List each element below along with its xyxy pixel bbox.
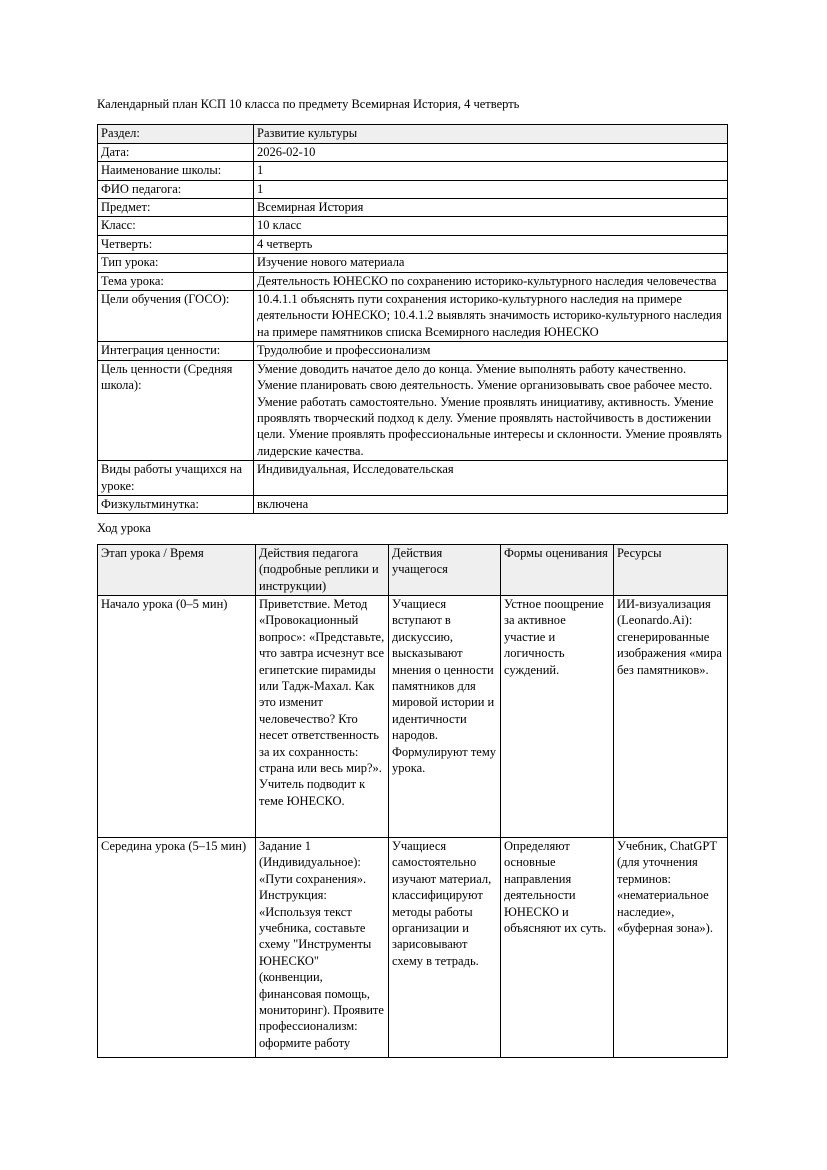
info-row-subject xyxy=(98,199,728,217)
column-header-resources: Ресурсы xyxy=(614,544,728,595)
lesson-row-start xyxy=(98,595,728,837)
info-row-values-integration xyxy=(98,342,728,360)
column-header-stage: Этап урока / Время xyxy=(98,544,256,595)
student-actions-cell: Учащиеся вступают в дискуссию, высказывают мнения о ценности памятников для мировой истории и идентичности народов. Формулируют тему урока. xyxy=(389,595,501,837)
info-label: Раздел: xyxy=(98,125,254,143)
info-label: Физкультминутка: xyxy=(98,495,254,513)
resources-cell: ИИ-визуализация (Leonardo.Ai): сгенерированные изображения «мира без памятников». xyxy=(614,595,728,837)
document-title: Календарный план КСП 10 класса по предмету Всемирная История, 4 четверть xyxy=(97,97,520,111)
stage-cell: Начало урока (0–5 мин) xyxy=(98,595,256,837)
info-row-lesson-type xyxy=(98,254,728,272)
info-label: Виды работы учащихся на уроке: xyxy=(98,461,254,496)
assessment-cell: Устное поощрение за активное участие и логичность суждений. xyxy=(501,595,614,837)
info-value: Деятельность ЮНЕСКО по сохранению историко-культурного наследия человечества xyxy=(254,272,728,290)
info-label: Цели обучения (ГОСО): xyxy=(98,291,254,342)
lesson-course-heading: Ход урока xyxy=(97,521,151,536)
column-header-student-actions: Действия учащегося xyxy=(389,544,501,595)
info-row-phys-minute xyxy=(98,495,728,513)
resources-cell: Учебник, ChatGPT (для уточнения терминов: «нематериальное наследие», «буферная зона»). xyxy=(614,837,728,1057)
info-value: 4 четверть xyxy=(254,235,728,253)
info-value: включена xyxy=(254,495,728,513)
info-label: Тип урока: xyxy=(98,254,254,272)
student-actions-cell: Учащиеся самостоятельно изучают материал, классифицируют методы работы организации и зарисовывают схему в тетрадь. xyxy=(389,837,501,1057)
info-value: 1 xyxy=(254,162,728,180)
info-value: Всемирная История xyxy=(254,199,728,217)
lesson-row-middle xyxy=(98,837,728,1057)
teacher-actions-cell: Приветствие. Метод «Провокационный вопрос»: «Представьте, что завтра исчезнут все египетские пирамиды или Тадж-Махал. Как это изменит человечество? Кто несет ответственность за их сохранность: страна или весь мир?». Учитель подводит к теме ЮНЕСКО. xyxy=(256,595,389,837)
document-page xyxy=(97,0,727,1058)
info-label: Интеграция ценности: xyxy=(98,342,254,360)
info-label: Класс: xyxy=(98,217,254,235)
info-label: ФИО педагога: xyxy=(98,180,254,198)
info-value: Развитие культуры xyxy=(254,125,728,143)
lesson-table-header-row xyxy=(98,544,728,595)
info-value: Изучение нового материала xyxy=(254,254,728,272)
info-value: Умение доводить начатое дело до конца. Умение выполнять работу качественно. Умение планировать свою деятельность. Умение организовывать свое рабочее место. Умение работать самостоятельно. Умение проявлять инициативу, активность. Умение проявлять творческий подход к делу. Умение проявлять настойчивость в достижении цели. Умение проявлять профессиональные интересы и склонности. Умение проявлять лидерские качества. xyxy=(254,360,728,460)
info-value: 1 xyxy=(254,180,728,198)
info-row-school xyxy=(98,162,728,180)
teacher-actions-cell: Задание 1 (Индивидуальное): «Пути сохранения». Инструкция: «Используя текст учебника, составьте схему "Инструменты ЮНЕСКО" (конвенции, финансовая помощь, мониторинг). Проявите профессионализм: оформите работу xyxy=(256,837,389,1057)
info-label: Наименование школы: xyxy=(98,162,254,180)
lesson-course-table xyxy=(97,544,728,1058)
lesson-info-table xyxy=(97,124,728,514)
info-row-learning-goals xyxy=(98,291,728,342)
info-value: 2026-02-10 xyxy=(254,143,728,161)
info-label: Цель ценности (Средняя школа): xyxy=(98,360,254,460)
info-row-work-types xyxy=(98,461,728,496)
stage-cell: Середина урока (5–15 мин) xyxy=(98,837,256,1057)
info-row-teacher-name xyxy=(98,180,728,198)
column-header-teacher-actions: Действия педагога (подробные реплики и инструкции) xyxy=(256,544,389,595)
info-label: Дата: xyxy=(98,143,254,161)
info-label: Тема урока: xyxy=(98,272,254,290)
info-label: Четверть: xyxy=(98,235,254,253)
info-value: 10 класс xyxy=(254,217,728,235)
assessment-cell: Определяют основные направления деятельности ЮНЕСКО и объясняют их суть. xyxy=(501,837,614,1057)
info-value: Индивидуальная, Исследовательская xyxy=(254,461,728,496)
info-row-lesson-topic xyxy=(98,272,728,290)
info-value: 10.4.1.1 объяснять пути сохранения историко-культурного наследия на примере деятельности ЮНЕСКО; 10.4.1.2 выявлять значимость историко-культурного наследия на примере памятников списка Всемирного наследия ЮНЕСКО xyxy=(254,291,728,342)
column-header-assessment: Формы оценивания xyxy=(501,544,614,595)
info-row-class xyxy=(98,217,728,235)
info-row-date xyxy=(98,143,728,161)
info-row-quarter xyxy=(98,235,728,253)
info-row-value-goal xyxy=(98,360,728,460)
info-label: Предмет: xyxy=(98,199,254,217)
info-row-section xyxy=(98,125,728,143)
info-value: Трудолюбие и профессионализм xyxy=(254,342,728,360)
